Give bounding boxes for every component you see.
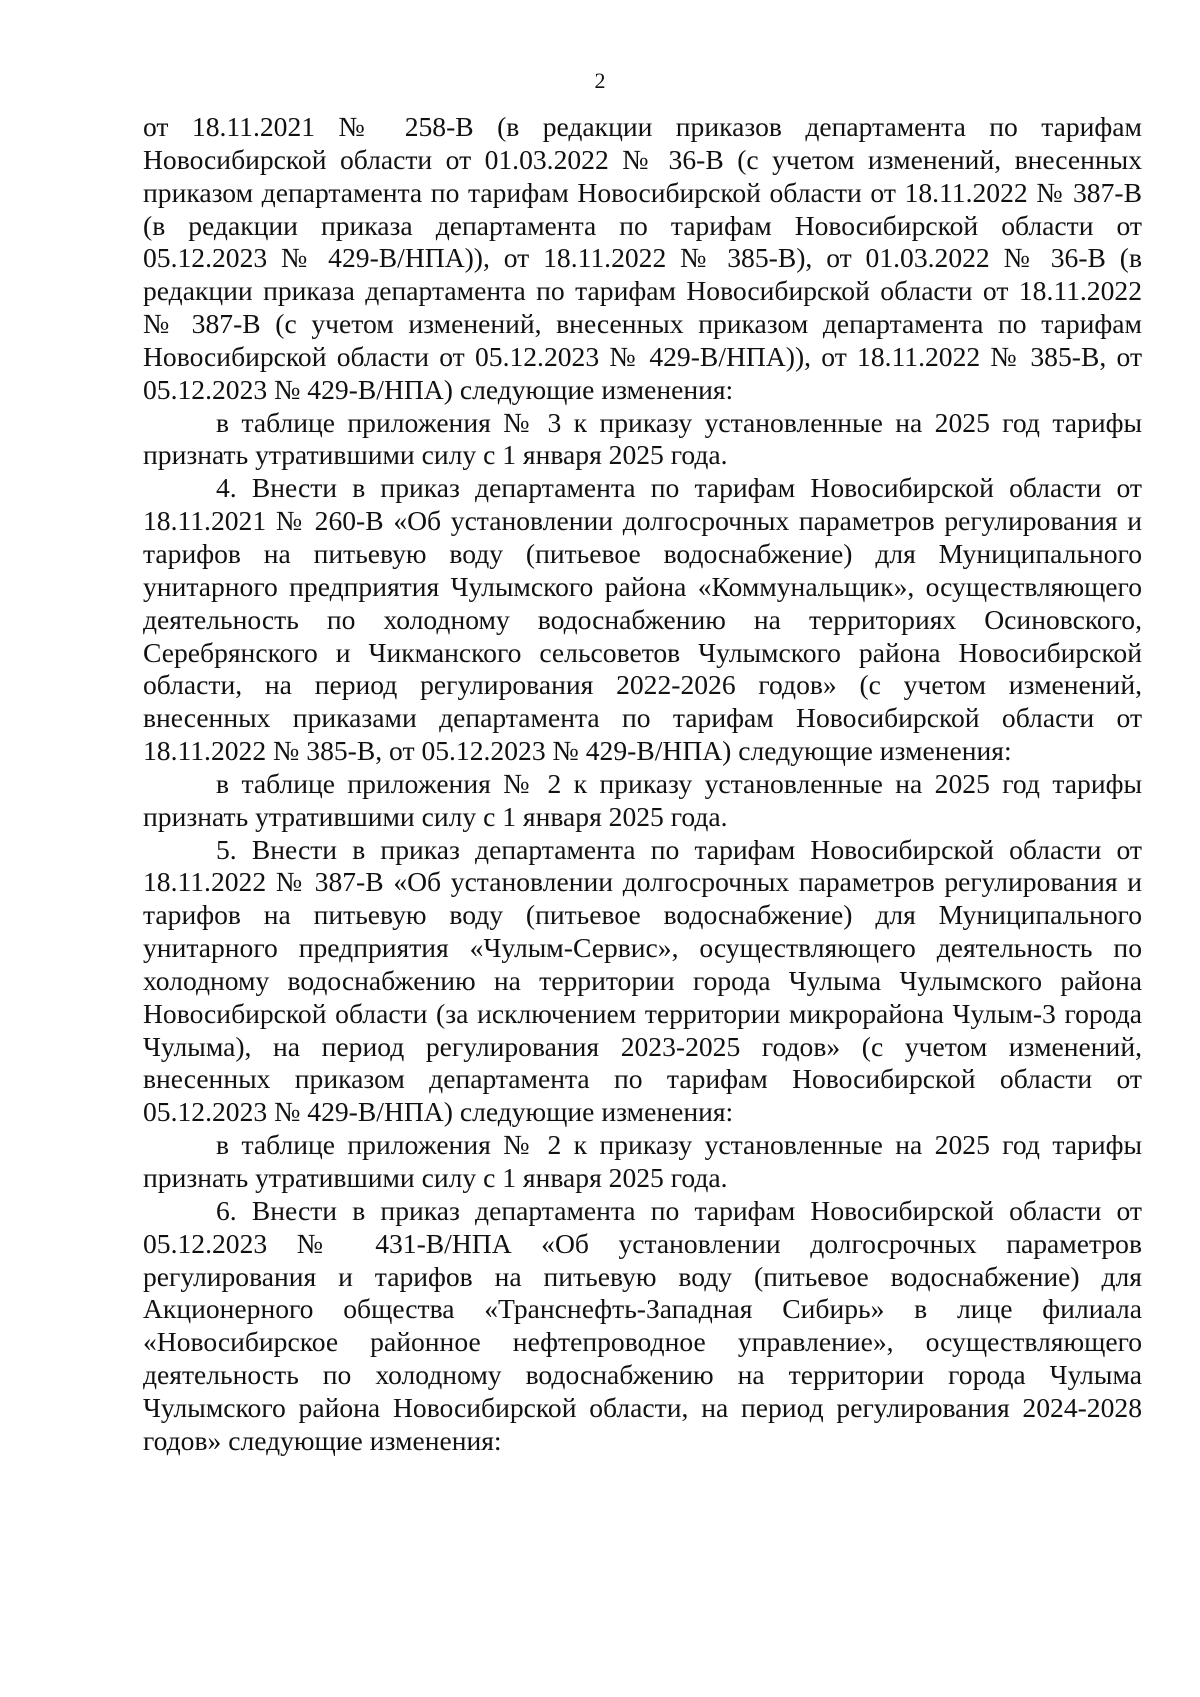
paragraph-tariffs-annex-2-item-5: в таблице приложения № 2 к приказу установленные на 2025 год тарифы признать утратившими силу с 1 января 2025 года.: [143, 1129, 1142, 1193]
paragraph-item-6: 6. Внести в приказ департамента по тарифам Новосибирской области от 05.12.2023 № 431-В/НПА «Об установлении долгосрочных параметров регулирования и тарифов на питьевую воду (питьевое водоснабжение) для Акционерного общества «Транснефть-Западная Сибирь» в лице филиала «Новосибирское районное нефтепроводное управление», осуществляющего деятельность по холодному водоснабжению на территории города Чулыма Чулымского района Новосибирской области, на период регулирования 2024-2028 годов» следующие изменения:: [143, 1194, 1142, 1456]
paragraph-continuation-amendments: от 18.11.2021 № 258-В (в редакции приказов департамента по тарифам Новосибирской области от 01.03.2022 № 36-В (с учетом изменений, внесенных приказом департамента по тарифам Новосибирской области от 18.11.2022 № 387-В (в редакции приказа департамента по тарифам Новосибирской области от 05.12.2023 № 429-В/НПА)), от 18.11.2022 № 385-В), от 01.03.2022 № 36-В (в редакции приказа департамента по тарифам Новосибирской области от 18.11.2022 № 387-В (с учетом изменений, внесенных приказом департамента по тарифам Новосибирской области от 05.12.2023 № 429-В/НПА)), от 18.11.2022 № 385-В, от 05.12.2023 № 429-В/НПА) следующие изменения:: [143, 111, 1142, 405]
paragraph-item-5: 5. Внести в приказ департамента по тарифам Новосибирской области от 18.11.2022 № 387-В «Об установлении долгосрочных параметров регулирования и тарифов на питьевую воду (питьевое водоснабжение) для Муниципального унитарного предприятия «Чулым-Сервис», осуществляющего деятельность по холодному водоснабжению на территории города Чулыма Чулымского района Новосибирской области (за исключением территории микрорайона Чулым-3 города Чулыма), на период регулирования 2023-2025 годов» (с учетом изменений, внесенных приказом департамента по тарифам Новосибирской области от 05.12.2023 № 429-В/НПА) следующие изменения:: [143, 833, 1142, 1128]
paragraph-tariffs-annex-2-item-4: в таблице приложения № 2 к приказу установленные на 2025 год тарифы признать утратившими силу с 1 января 2025 года.: [143, 767, 1142, 832]
paragraph-tariffs-annex-3: в таблице приложения № 3 к приказу установленные на 2025 год тарифы признать утратившими силу с 1 января 2025 года.: [143, 406, 1142, 471]
paragraph-item-4: 4. Внести в приказ департамента по тарифам Новосибирской области от 18.11.2021 № 260-В «Об установлении долгосрочных параметров регулирования и тарифов на питьевую воду (питьевое водоснабжение) для Муниципального унитарного предприятия Чулымского района «Коммунальщик», осуществляющего деятельность по холодному водоснабжению на территориях Осиновского, Серебрянского и Чикманского сельсоветов Чулымского района Новосибирской области, на период регулирования 2022-2026 годов» (с учетом изменений, внесенных приказами департамента по тарифам Новосибирской области от 18.11.2022 № 385-В, от 05.12.2023 № 429-В/НПА) следующие изменения:: [143, 472, 1142, 767]
document-body: [143, 111, 1142, 1458]
page-number: 2: [594, 68, 606, 93]
